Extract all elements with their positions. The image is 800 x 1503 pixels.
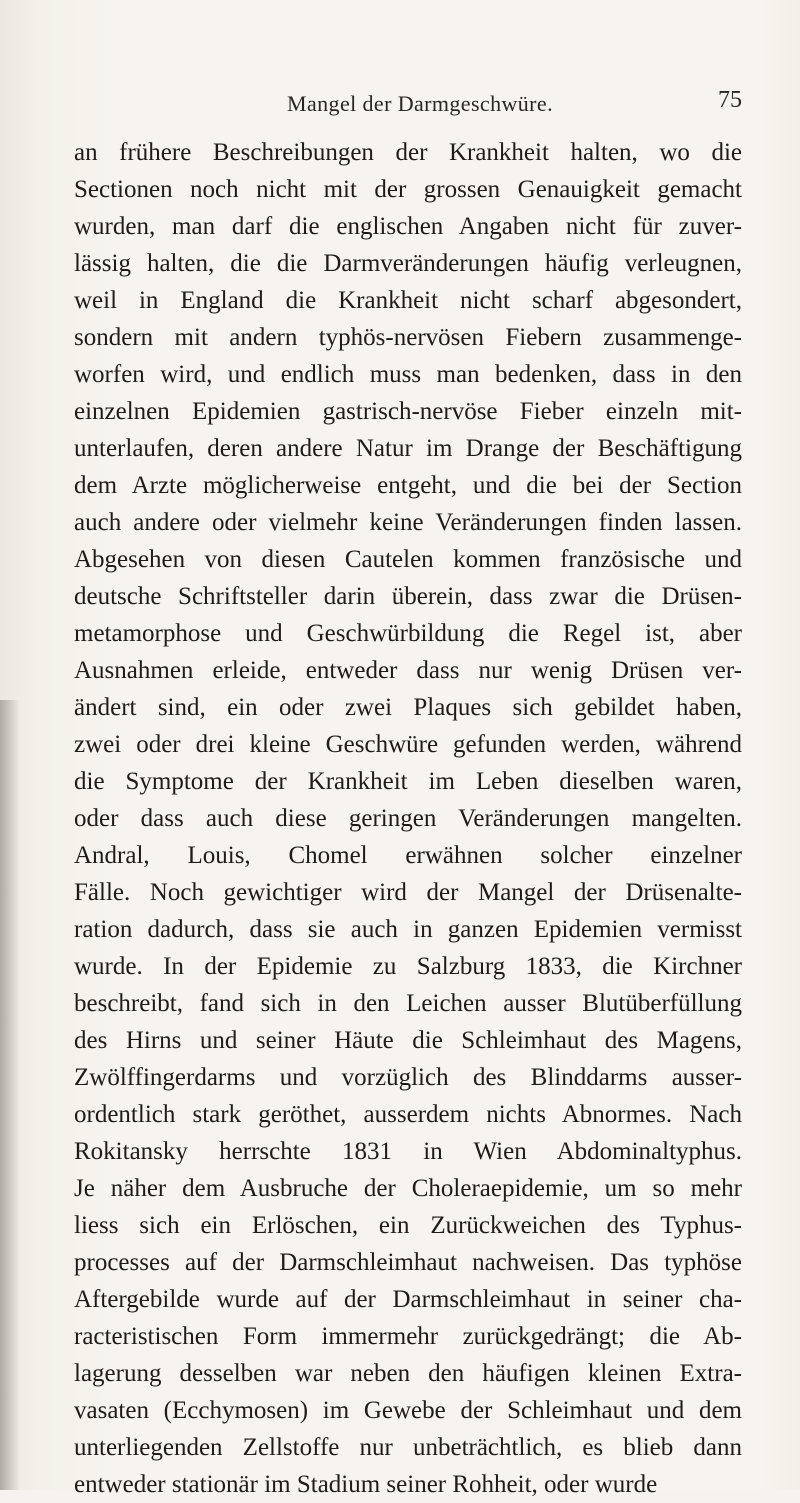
text-line: processes auf der Darmschleimhaut nachweisen. Das typhöse [74, 1249, 742, 1276]
text-line: ordentlich stark geröthet, ausserdem nichts Abnormes. Nach [74, 1101, 742, 1128]
binding-shadow [0, 700, 20, 1490]
text-line: metamorphose und Geschwürbildung die Regel ist, aber [74, 620, 742, 647]
text-line: weil in England die Krankheit nicht scharf abgesondert, [74, 287, 742, 314]
running-head-title: Mangel der Darmgeschwüre. [287, 91, 553, 116]
text-line: worfen wird, und endlich muss man bedenken, dass in den [74, 361, 742, 388]
text-line: die Symptome der Krankheit im Leben dieselben waren, [74, 768, 742, 795]
text-line: Aftergebilde wurde auf der Darmschleimhaut in seiner cha- [74, 1286, 742, 1313]
text-line: Sectionen noch nicht mit der grossen Genauigkeit gemacht [74, 176, 742, 203]
text-line: wurde. In der Epidemie zu Salzburg 1833, die Kirchner [74, 953, 742, 980]
text-line: beschreibt, fand sich in den Leichen ausser Blutüberfüllung [74, 990, 742, 1017]
text-line: entweder stationär im Stadium seiner Rohheit, oder wurde [74, 1471, 658, 1498]
text-line: zwei oder drei kleine Geschwüre gefunden werden, während [74, 731, 742, 758]
text-line: Andral, Louis, Chomel erwähnen solcher einzelner [74, 842, 742, 869]
text-line: des Hirns und seiner Häute die Schleimhaut des Magens, [74, 1027, 742, 1054]
text-line: dem Arzte möglicherweise entgeht, und die bei der Section [74, 472, 742, 499]
text-line: Rokitansky herrschte 1831 in Wien Abdominaltyphus. [74, 1138, 742, 1165]
text-line: ändert sind, ein oder zwei Plaques sich gebildet haben, [74, 694, 742, 721]
text-line: Zwölffingerdarms und vorzüglich des Blinddarms ausser- [74, 1064, 742, 1091]
text-line: Je näher dem Ausbruche der Choleraepidemie, um so mehr [74, 1175, 742, 1202]
text-line: lagerung desselben war neben den häufigen kleinen Extra- [74, 1360, 742, 1387]
text-line: deutsche Schriftsteller darin überein, dass zwar die Drüsen- [74, 583, 742, 610]
text-line: ration dadurch, dass sie auch in ganzen Epidemien vermisst [74, 916, 742, 943]
text-line: sondern mit andern typhös-nervösen Fiebern zusammenge- [74, 324, 742, 351]
text-line: oder dass auch diese geringen Veränderungen mangelten. [74, 805, 742, 832]
text-line: Abgesehen von diesen Cautelen kommen französische und [74, 546, 742, 573]
page-number: 75 [718, 87, 742, 113]
text-line: auch andere oder vielmehr keine Veränderungen finden lassen. [74, 509, 742, 536]
text-line: Fälle. Noch gewichtiger wird der Mangel der Drüsenalte- [74, 879, 742, 906]
text-line: unterlaufen, deren andere Natur im Drange der Beschäftigung [74, 435, 742, 462]
body-text [74, 134, 742, 1503]
text-line: einzelnen Epidemien gastrisch-nervöse Fieber einzeln mit- [74, 398, 742, 425]
text-line: unterliegenden Zellstoffe nur unbeträchtlich, es blieb dann [74, 1434, 742, 1461]
text-line: racteristischen Form immermehr zurückgedrängt; die Ab- [74, 1323, 742, 1350]
text-line: wurden, man darf die englischen Angaben nicht für zuver- [74, 213, 742, 240]
text-line: Ausnahmen erleide, entweder dass nur wenig Drüsen ver- [74, 657, 742, 684]
text-line: liess sich ein Erlöschen, ein Zurückweichen des Typhus- [74, 1212, 742, 1239]
text-line: lässig halten, die die Darmveränderungen häufig verleugnen, [74, 250, 742, 277]
text-line: an frühere Beschreibungen der Krankheit halten, wo die [74, 139, 742, 166]
running-head [0, 85, 800, 125]
text-line: vasaten (Ecchymosen) im Gewebe der Schleimhaut und dem [74, 1397, 742, 1424]
